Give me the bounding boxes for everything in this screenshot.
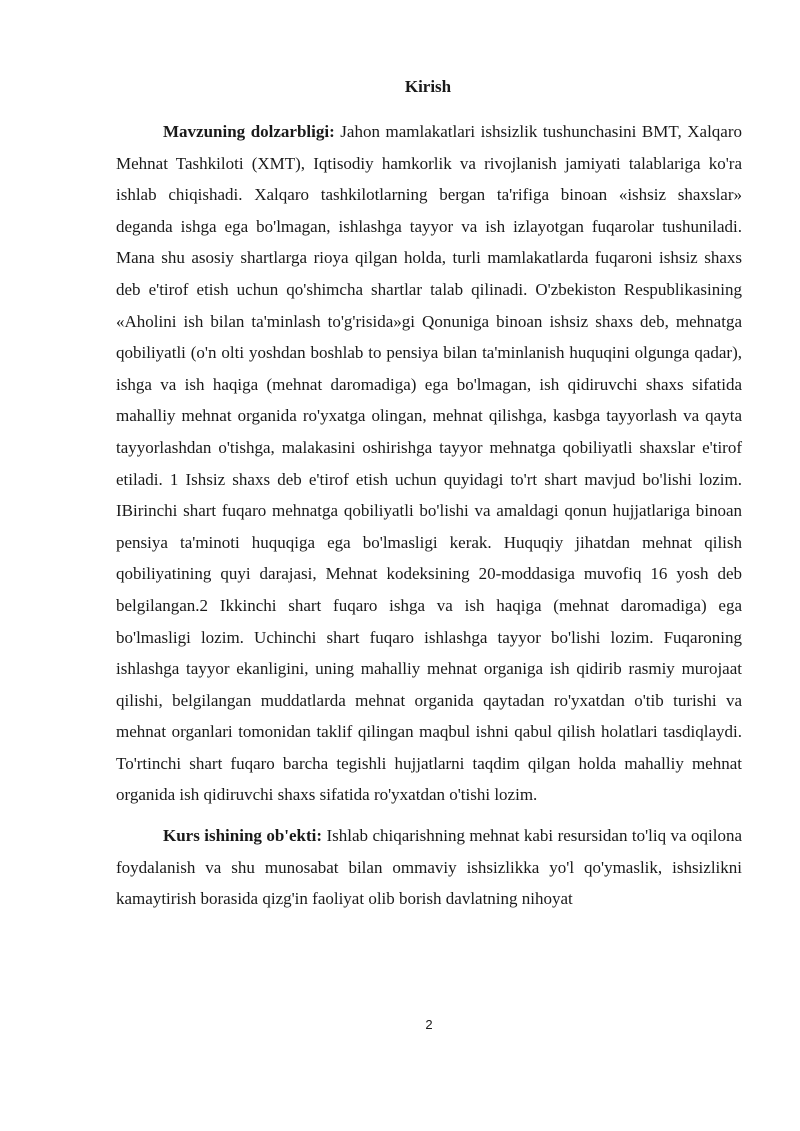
section-title: Kirish: [404, 77, 452, 96]
paragraph-lead: Mavzuning dolzarbligi:: [163, 122, 335, 141]
paragraph-text: Jahon mamlakatlari ishsizlik tushunchasini BMT, Xalqaro Mehnat Tashkiloti (XMT), Iqtisodiy hamkorlik va rivojlanish jamiyati talablariga ko'ra ishlab chiqishadi. Xalqaro tashkilotlarning bergan ta'rifiga binoan «ishsiz shaxslar» deganda ishga ega bo'lmagan, ishlashga tayyor va ish izlayotgan fuqarolar tushuniladi. Mana shu asosiy shartlarga rioya qilgan holda, turli mamlakatlarda fuqaroni ishsiz shaxs deb e'tirof etish uchun qo'shimcha shartlar talab qilinadi. O'zbekiston Respublikasining «Aholini ish bilan ta'minlash to'g'risida»gi Qonuniga binoan ishsiz shaxs deb, mehnatga qobiliyatli (o'n olti yoshdan boshlab to pensiya bilan ta'minlanish huquqini olgunga qadar), ishga va ish haqiga (mehnat daromadiga) ega bo'lmagan, ish qidiruvchi shaxs sifatida mahalliy mehnat organida ro'yxatga olingan, mehnat qilishga, kasbga tayyorlash va qayta tayyorlashdan o'tishga, malakasini oshirishga tayyor mehnatga qobiliyatli shaxslar e'tirof etiladi. 1 Ishsiz shaxs deb e'tirof etish uchun quyidagi to'rt shart mavjud bo'lishi lozim. IBirinchi shart fuqaro mehnatga qobiliyatli bo'lishi va amaldagi qonun hujjatlariga binoan pensiya ta'minoti huquqiga ega bo'lmasligi kerak. Huquqiy jihatdan mehnat qilish qobiliyatining quyi darajasi, Mehnat kodeksining 20-moddasiga muvofiq 16 yosh deb belgilangan.2 Ikkinchi shart fuqaro ishga va ish haqiga (mehnat daromadiga) ega bo'lmasligi lozim. Uchinchi shart fuqaro ishlashga tayyor bo'lishi lozim. Fuqaroning ishlashga tayyor ekanligini, uning mahalliy mehnat organiga ish qidirib rasmiy murojaat qilishi, belgilangan muddatlarda mehnat organida qaytadan ro'yxatdan o'tib turishi va mehnat organlari tomonidan taklif qilingan maqbul ishni qabul qilish holatlari tasdiqlaydi. To'rtinchi shart fuqaro barcha tegishli hujjatlarni taqdim qilgan holda mahalliy mehnat organida ish qidiruvchi shaxs sifatida ro'yxatdan o'tishi lozim.: [116, 122, 742, 805]
paragraph-relevance: [116, 116, 742, 811]
body-text: [116, 116, 742, 915]
paragraph-object: [116, 820, 742, 915]
paragraph-text: Ishlab chiqarishning mehnat kabi resursidan to'liq va oqilona foydalanish va shu munosabat bilan ommaviy ishsizlikka yo'l qo'ymaslik, ishsizlikni kamaytirish borasida qizg'in faoliyat olib borish davlatning nihoyat: [116, 826, 742, 909]
paragraph-lead: Kurs ishining ob'ekti:: [163, 826, 323, 846]
page-number: 2: [425, 1017, 433, 1032]
